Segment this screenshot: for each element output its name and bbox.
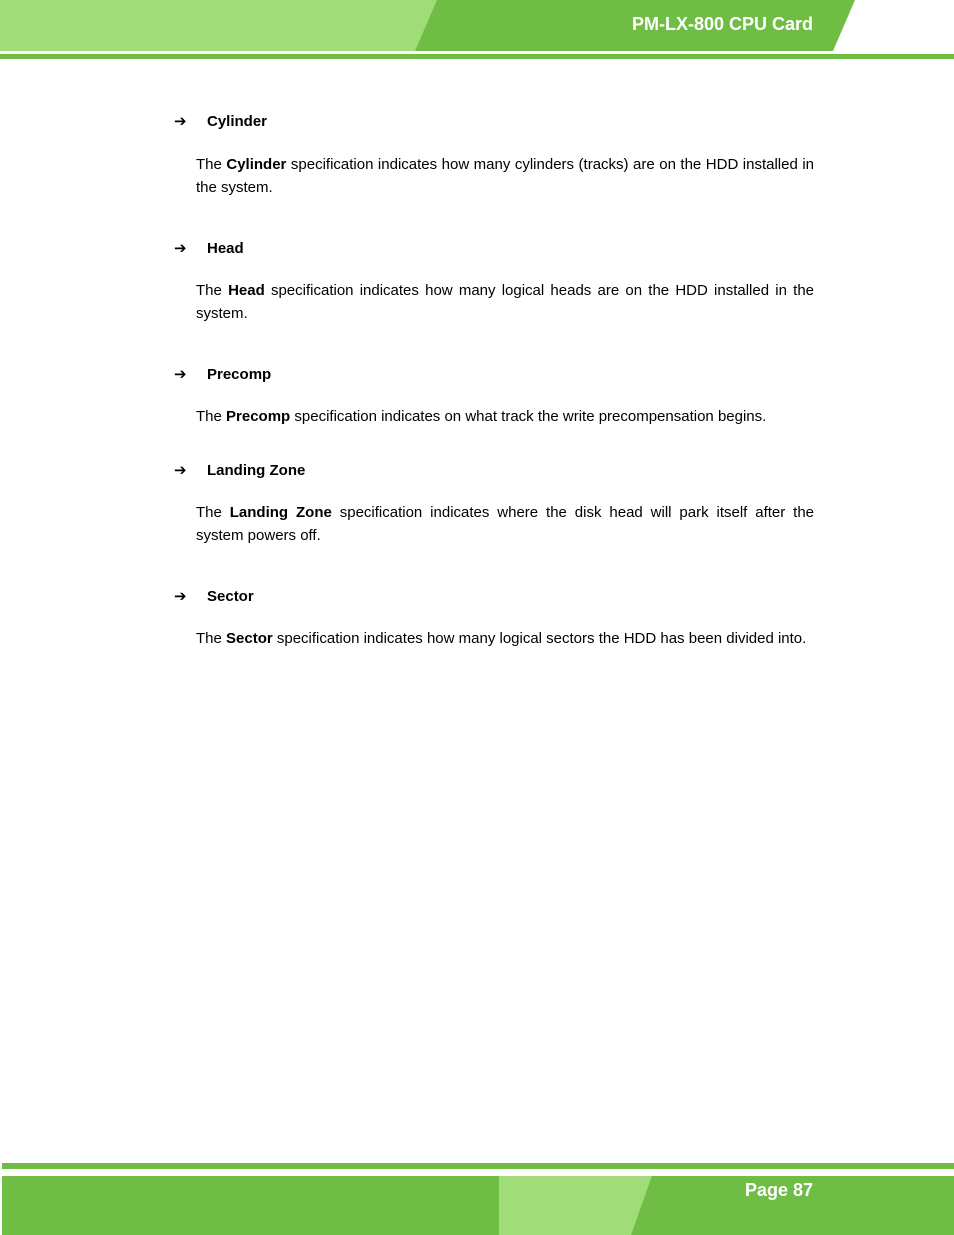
paragraph-text: specification indicates how many cylinders (tracks) are on the HDD installed in the system. [196, 156, 814, 196]
arrow-bullet-icon: ➔ [174, 365, 187, 383]
section-paragraph-landing-zone [196, 501, 814, 547]
section-paragraph-precomp [196, 405, 814, 428]
arrow-bullet-icon: ➔ [174, 587, 187, 605]
arrow-bullet-icon: ➔ [174, 112, 187, 130]
section-heading-landing-zone [174, 460, 305, 481]
paragraph-text: The [196, 408, 227, 425]
paragraph-text: The [196, 282, 229, 299]
heading-text: Head [207, 240, 244, 257]
paragraph-text: specification indicates on what track the write precompensation begins. [290, 408, 767, 425]
heading-text: Landing Zone [207, 462, 306, 479]
page-number: Page 87 [744, 1180, 813, 1200]
heading-text: Sector [207, 588, 254, 605]
arrow-bullet-icon: ➔ [174, 461, 187, 479]
paragraph-term: Cylinder [226, 156, 287, 173]
paragraph-text: The [196, 156, 227, 173]
heading-text: Cylinder [207, 113, 268, 130]
section-heading-sector [174, 586, 254, 607]
paragraph-text: specification indicates where the disk head will park itself after the system powers off. [196, 504, 815, 544]
section-paragraph-sector [196, 627, 814, 650]
document-title: PM-LX-800 CPU Card [631, 14, 813, 34]
section-heading-head [174, 238, 244, 259]
heading-text: Precomp [207, 366, 272, 383]
header-rule [0, 54, 954, 59]
section-heading-precomp [174, 364, 271, 385]
footer-band-light [499, 1176, 652, 1235]
header-band-light [0, 0, 440, 51]
paragraph-term: Landing Zone [229, 504, 332, 521]
paragraph-text: specification indicates how many logical heads are on the HDD installed in the system. [196, 282, 815, 322]
section-paragraph-head [196, 279, 814, 325]
paragraph-term: Head [228, 282, 265, 299]
arrow-bullet-icon: ➔ [174, 239, 187, 257]
footer-rule [2, 1163, 954, 1169]
section-paragraph-cylinder [196, 153, 814, 199]
paragraph-term: Sector [226, 630, 273, 647]
paragraph-text: specification indicates how many logical sectors the HDD has been divided into. [272, 630, 807, 647]
paragraph-term: Precomp [226, 408, 291, 425]
section-heading-cylinder [174, 111, 267, 132]
paragraph-text: The [196, 504, 230, 521]
paragraph-text: The [196, 630, 227, 647]
